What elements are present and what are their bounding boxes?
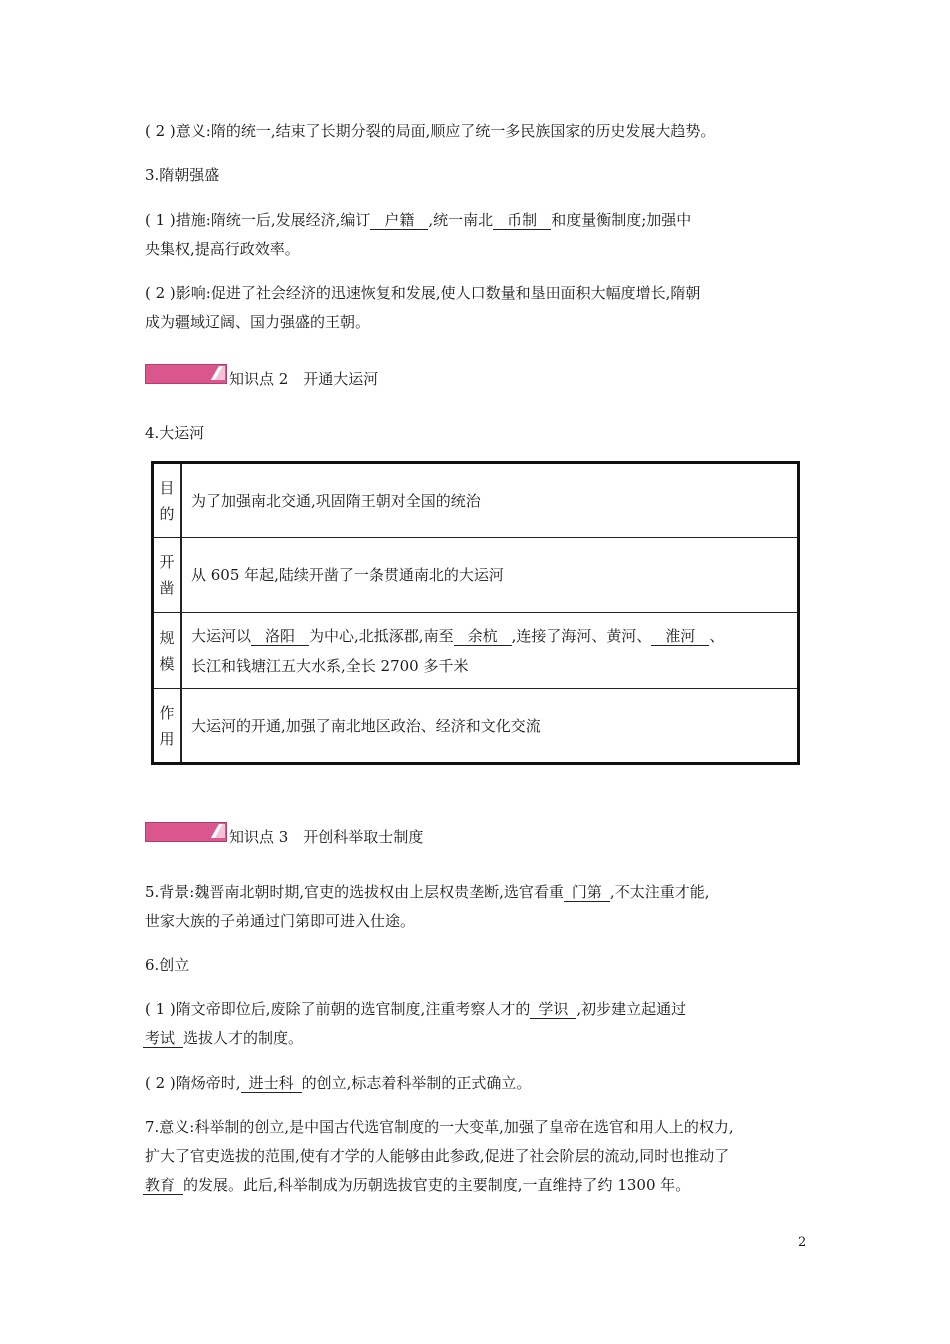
section-3-impact-line2: 成为疆域辽阔、国力强盛的王朝。 [145, 313, 371, 331]
text: 和度量衡制度;加强中 [551, 211, 692, 229]
text: 的创立,标志着科举制的正式确立。 [301, 1074, 532, 1092]
paragraph-2-2: ( 2 )意义:隋的统一,结束了长期分裂的局面,顺应了统一多民族国家的历史发展大趋势。 [145, 122, 716, 140]
section-5-background [145, 882, 709, 902]
section-3-impact: ( 2 )影响:促进了社会经济的迅速恢复和发展,使人口数量和垦田面积大幅度增长,隋朝 [145, 284, 701, 302]
table-row [153, 613, 799, 689]
table-row [153, 689, 799, 764]
blank-answer: 洛阳 [251, 627, 309, 646]
row-content [181, 613, 799, 689]
text: 5.背景:魏晋南北朝时期,官吏的选拔权由上层权贵垄断,选官看重 [145, 883, 564, 901]
table-row [153, 463, 799, 538]
blank-answer: 币制 [493, 211, 551, 230]
blank-answer: 淮河 [651, 627, 709, 646]
blank-answer: 门第 [564, 883, 610, 902]
knowledge-point-2-title: 知识点 2 开通大运河 [229, 370, 379, 388]
row-content: 大运河的开通,加强了南北地区政治、经济和文化交流 [181, 689, 799, 764]
blank-answer: 学识 [530, 1000, 576, 1019]
section-6-title: 6.创立 [145, 956, 190, 974]
row-header: 作 用 [153, 689, 182, 764]
section-7-line2: 扩大了官吏选拔的范围,使有才学的人能够由此参政,促进了社会阶层的流动,同时也推动了 [145, 1147, 730, 1165]
text: 选拔人才的制度。 [183, 1029, 304, 1047]
blank-answer: 户籍 [370, 211, 428, 230]
section-7-line3 [143, 1175, 690, 1195]
row-content: 为了加强南北交通,巩固隋王朝对全国的统治 [181, 463, 799, 538]
row-content: 从 605 年起,陆续开凿了一条贯通南北的大运河 [181, 538, 799, 613]
section-5-line2: 世家大族的子弟通过门第即可进入仕途。 [145, 912, 416, 930]
section-3-measures-line2: 央集权,提高行政效率。 [145, 240, 300, 258]
section-6-p1 [145, 999, 686, 1019]
table-row [153, 538, 799, 613]
section-4-title: 4.大运河 [145, 424, 205, 442]
text: ,初步建立起通过 [576, 1000, 687, 1018]
row-header: 目 的 [153, 463, 182, 538]
text: ( 1 )措施:隋统一后,发展经济,编订 [145, 211, 371, 229]
blank-answer: 进士科 [241, 1074, 302, 1093]
knowledge-point-badge [145, 364, 227, 384]
text: ,连接了海河、黄河、 [511, 626, 652, 645]
section-3-title: 3.隋朝强盛 [145, 166, 220, 184]
text: 的发展。此后,科举制成为历朝选拔官吏的主要制度,一直维持了约 1300 年。 [183, 1176, 691, 1194]
section-6-p2 [145, 1073, 531, 1093]
text: 为中心,北抵涿郡,南至 [309, 626, 454, 645]
text: ,不太注重才能, [609, 883, 710, 901]
text: ( 2 )隋炀帝时, [145, 1074, 241, 1092]
grand-canal-table [151, 461, 800, 765]
blank-answer: 余杭 [454, 627, 512, 646]
row-header: 开 凿 [153, 538, 182, 613]
knowledge-point-badge [145, 822, 227, 842]
blank-answer: 考试 [143, 1029, 183, 1048]
text: 、 [709, 626, 725, 645]
blank-answer: 教育 [143, 1176, 183, 1195]
section-7-significance: 7.意义:科举制的创立,是中国古代选官制度的一大变革,加强了皇帝在选官和用人上的权力, [145, 1118, 734, 1136]
page-number: 2 [798, 1235, 807, 1250]
row-header: 规 模 [153, 613, 182, 689]
text: 大运河以 [191, 626, 252, 645]
section-6-p1-line2 [143, 1028, 303, 1048]
knowledge-point-3-title: 知识点 3 开创科举取士制度 [229, 828, 424, 846]
text: ( 1 )隋文帝即位后,废除了前朝的选官制度,注重考察人才的 [145, 1000, 531, 1018]
text: ,统一南北 [428, 211, 494, 229]
text: 长江和钱塘江五大水系,全长 2700 多千米 [191, 656, 469, 675]
section-3-measures [145, 210, 691, 230]
